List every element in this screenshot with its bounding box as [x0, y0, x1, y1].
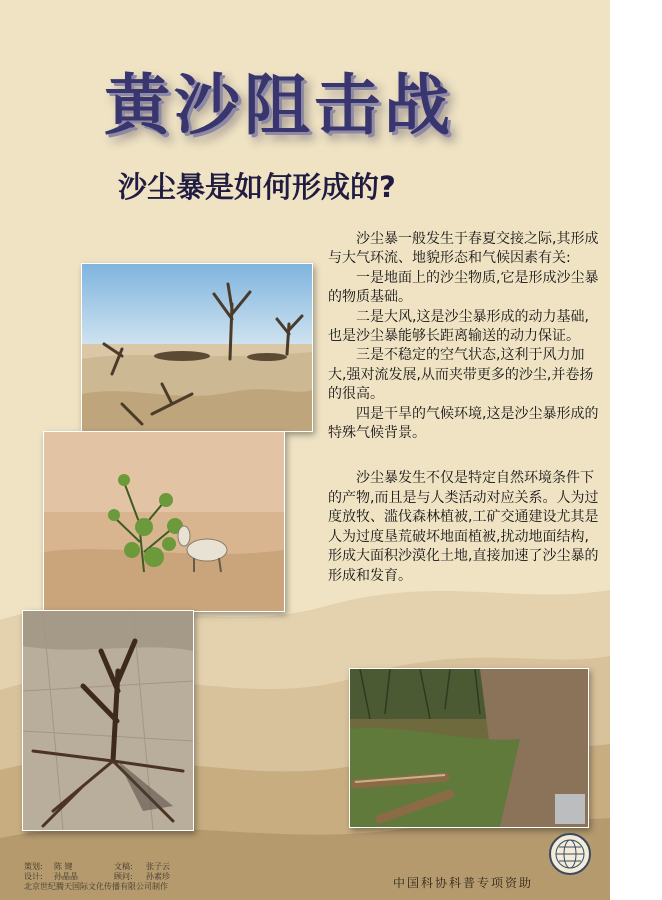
advisor-label: 顾问:	[114, 872, 133, 881]
poster-title: 黄沙阻击战	[104, 66, 454, 144]
planning-name: 陈 键	[54, 862, 73, 871]
photo-dead-trees-desert	[81, 263, 313, 432]
paragraph-human-activity: 沙尘暴发生不仅是特定自然环境条件下的产物,而且是与人类活动对应关系。人为过度放牧、滥伐森林植被,工矿交通建设尤其是人为过度垦荒破坏地面植被,扰动地面结构,形成大面积沙漠化土地,直接加速了沙尘暴的形成和发育。	[328, 470, 599, 584]
poster-subtitle: 沙尘暴是如何形成的?	[118, 170, 396, 204]
paragraph-factor-1: 一是地面上的沙尘物质,它是形成沙尘暴的物质基础。	[328, 269, 599, 306]
paragraph-factor-2: 二是大风,这是沙尘暴形成的动力基础,也是沙尘暴能够长距离输送的动力保证。	[328, 308, 589, 345]
planning-label: 策划:	[24, 862, 43, 871]
paragraph-factor-3: 三是不稳定的空气状态,这利于风力加大,强对流发展,从而夹带更多的沙尘,并卷扬的很高。	[328, 347, 594, 403]
copy-name: 张子云	[146, 862, 170, 871]
photo-deforestation-road	[349, 668, 589, 828]
sponsor-line: 中国科协科普专项资助	[393, 876, 534, 890]
article-body	[328, 230, 600, 586]
photo-dead-roots	[22, 610, 194, 831]
producer: 北京世纪腾天国际文化传播有限公司制作	[24, 882, 168, 891]
cast-emblem-icon	[548, 832, 592, 876]
credits	[24, 862, 206, 892]
paragraph-factor-4: 四是干旱的气候环境,这是沙尘暴形成的特殊气候背景。	[328, 405, 599, 442]
design-name: 孙晶晶	[54, 872, 78, 881]
photo-shrub-and-goat	[43, 431, 285, 612]
design-label: 设计:	[24, 872, 43, 881]
advisor-name: 孙素珍	[146, 872, 170, 881]
paragraph-intro: 沙尘暴一般发生于春夏交接之际,其形成与大气环流、地貌形态和气候因素有关:	[328, 231, 599, 267]
copy-label: 文稿:	[114, 862, 133, 871]
